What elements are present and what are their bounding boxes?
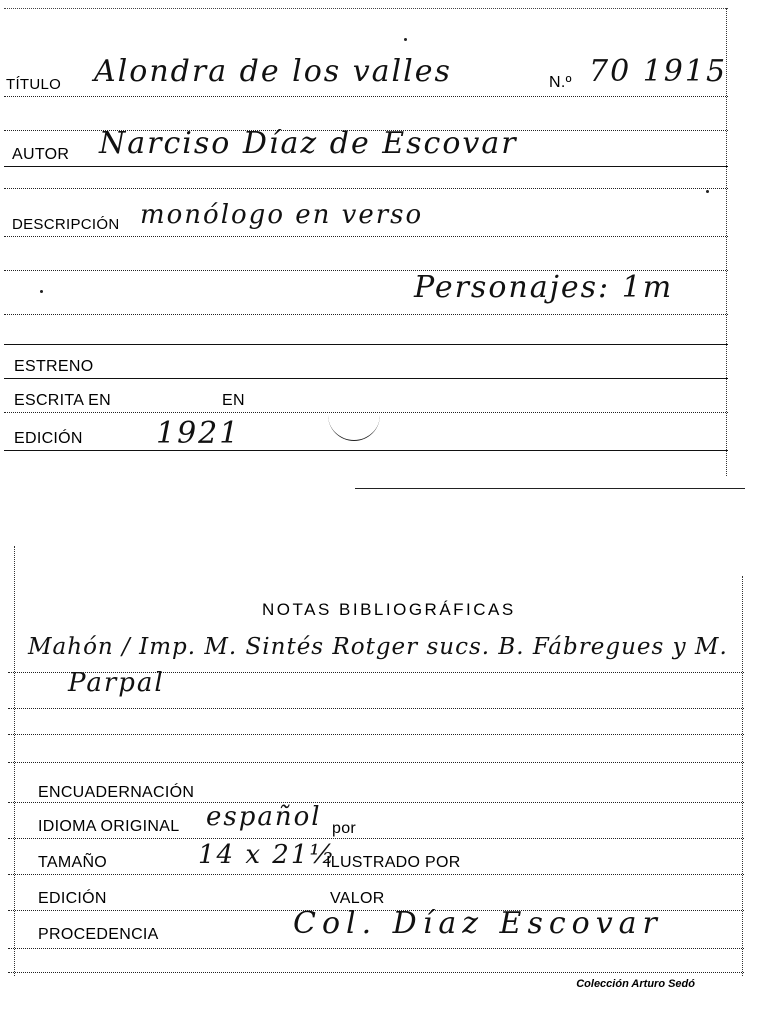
edicion-value: 1921 [156, 416, 241, 451]
notas-row-4 [8, 736, 744, 763]
descripcion-row [4, 202, 728, 237]
titulo-label: TÍTULO [6, 76, 62, 93]
notas-row-1 [8, 632, 744, 673]
ilustrado-label: ILUSTRADO POR [326, 854, 461, 871]
idioma-row [8, 804, 744, 839]
blank-bottom-row [8, 952, 744, 973]
autor-value: Narciso Díaz de Escovar [99, 126, 518, 161]
card-divider [355, 488, 745, 489]
speck [404, 38, 407, 41]
notas-line-1: Mahón / Imp. M. Sintés Rotger sucs. B. Fábregues y M. [28, 634, 728, 660]
procedencia-row [8, 906, 744, 949]
titulo-value: Alondra de los valles [94, 54, 452, 89]
catalog-card-bottom [8, 546, 744, 976]
tamano-row [8, 842, 744, 875]
blank-row-2 [4, 168, 728, 189]
numero-value: 70 1915 [589, 54, 728, 89]
idioma-label: IDIOMA ORIGINAL [38, 818, 180, 835]
descripcion-label: DESCRIPCIÓN [12, 216, 120, 233]
idioma-value: español [206, 802, 322, 832]
estreno-label: ESTRENO [14, 358, 94, 375]
procedencia-label: PROCEDENCIA [38, 926, 159, 943]
edicion2-label: EDICIÓN [38, 890, 107, 907]
collection-footer: Colección Arturo Sedó [576, 978, 695, 990]
speck [706, 190, 709, 193]
personajes-row [4, 272, 728, 315]
tamano-label: TAMAÑO [38, 854, 108, 871]
blank-row-4 [4, 314, 728, 345]
notas-line-2: Parpal [68, 668, 165, 698]
blank-row-3 [4, 238, 728, 271]
encuadernacion-label: ENCUADERNACIÓN [38, 784, 195, 801]
card-top-edge [4, 8, 728, 9]
numero-label: N.º [549, 74, 572, 91]
por-label: por [332, 820, 357, 837]
autor-row [4, 126, 728, 167]
estreno-row [4, 352, 728, 379]
edicion-label: EDICIÓN [14, 430, 83, 447]
valor-label: VALOR [330, 890, 385, 907]
notas-heading: NOTAS BIBLIOGRÁFICAS [262, 600, 516, 619]
descripcion-value: monólogo en verso [140, 200, 424, 230]
speck [40, 290, 43, 293]
tamano-value: 14 x 21½ [198, 840, 337, 870]
procedencia-value: Col. Díaz Escovar [293, 906, 663, 941]
autor-label: AUTOR [12, 146, 70, 163]
en-label: EN [222, 392, 245, 409]
encuadernacion-row [8, 774, 744, 803]
escrita-label: ESCRITA EN [14, 392, 111, 409]
titulo-row [4, 54, 728, 97]
notas-row-2 [8, 668, 744, 709]
notas-row-3 [8, 710, 744, 735]
personajes-value: Personajes: 1m [414, 270, 674, 305]
